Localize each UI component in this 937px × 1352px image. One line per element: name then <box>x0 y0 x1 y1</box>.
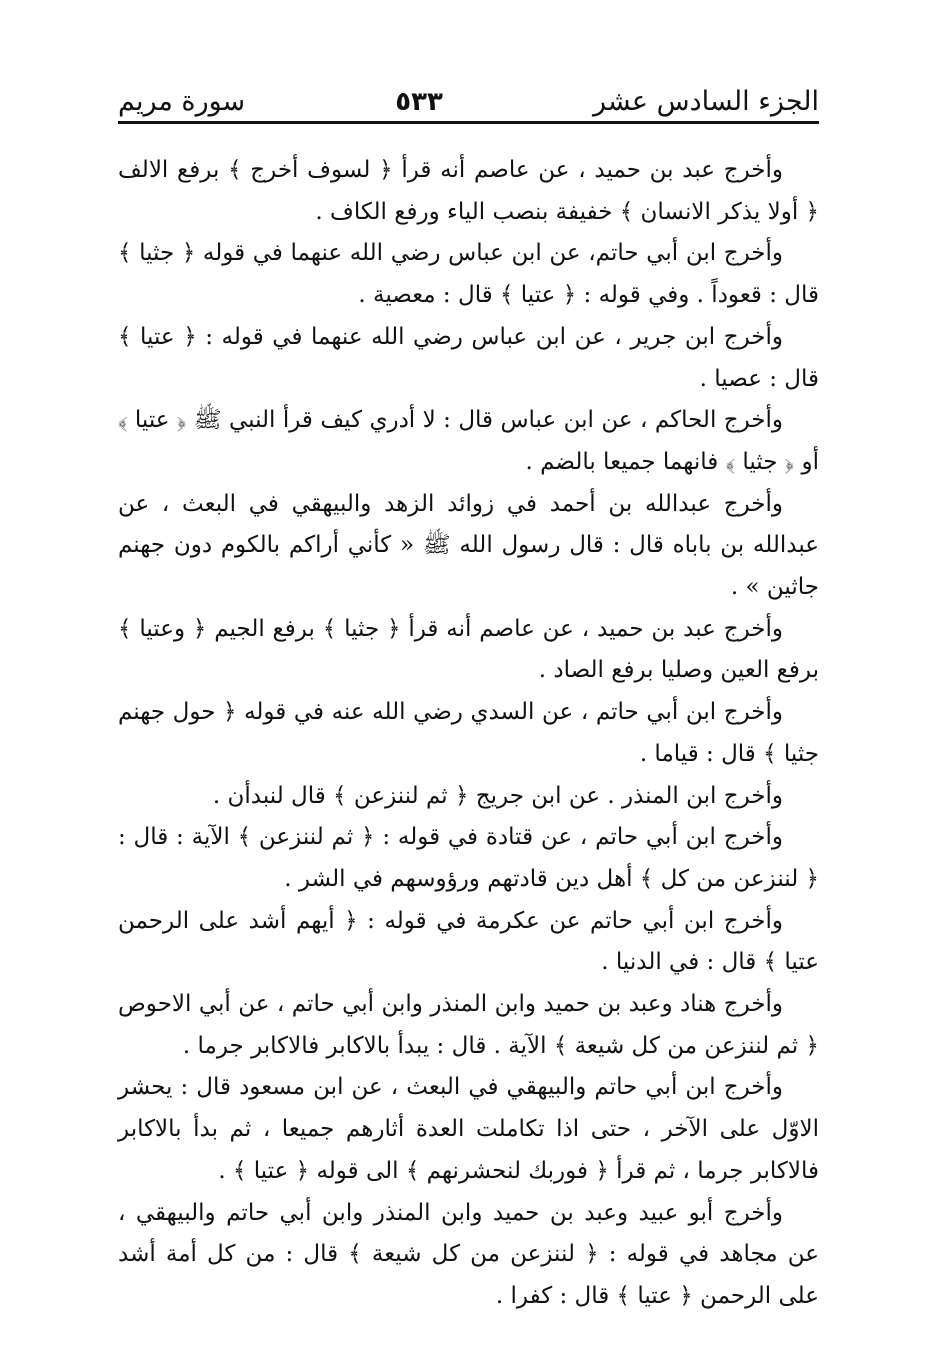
paragraph: وأخرج ابن جرير ، عن ابن عباس رضي الله عنهما في قوله : ﴿ عتيا ﴾ قال : عصيا . <box>118 323 819 392</box>
paragraph: وأخرج ابن أبي حاتم، عن ابن عباس رضي الله عنهما في قوله ﴿ جثيا ﴾ قال : قعوداً . وفي قوله : ﴿ عتيا ﴾ قال : معصية . <box>118 240 819 309</box>
paragraph: وأخرج عبدالله بن أحمد في زوائد الزهد والبيهقي في البعث ، عن عبدالله بن باباه قال : قال رسول الله ﷺ « كأني أراكم بالكوم دون جهنم جاثين » . <box>118 490 819 601</box>
paragraph: وأخرج هناد وعبد بن حميد وابن المنذر وابن أبي حاتم ، عن أبي الاحوص ﴿ ثم لننزعن من كل شيعة ﴾ الآية . قال : يبدأ بالاكابر فالاكابر جرما . <box>118 991 819 1059</box>
paragraph: وأخرج ابن أبي حاتم والبيهقي في البعث ، عن ابن مسعود قال : يحشر الاوّل على الآخر ، حتى اذا تكاملت العدة أثارهم جميعا ، ثم بدأ بالاكابر فالاكابر جرما ، ثم قرأ ﴿ فوربك لنحشرنهم ﴾ الى قوله ﴿ عتيا ﴾ . <box>118 1074 819 1184</box>
paragraph: وأخرج ابن أبي حاتم ، عن السدي رضي الله عنه في قوله ﴿ حول جهنم جثيا ﴾ قال : قياما . <box>118 699 819 767</box>
page-header <box>118 74 819 124</box>
paragraph: وأخرج أبو عبيد وعبد بن حميد وابن المنذر وابن أبي حاتم والبيهقي ، عن مجاهد في قوله : ﴿ لننزعن من كل شيعة ﴾ قال : من كل أمة أشد على الرحمن ﴿ عتيا ﴾ قال : كفرا . <box>118 1199 819 1309</box>
paragraph: وأخرج الحاكم ، عن ابن عباس قال : لا أدري كيف قرأ النبي ﷺ ﴿ عتيا ﴾ أو ﴿ جثيا ﴾ فانهما جميعا بالضم . <box>118 407 819 475</box>
paragraph: وأخرج عبد بن حميد ، عن عاصم أنه قرأ ﴿ جثيا ﴾ برفع الجيم ﴿ وعتيا ﴾ برفع العين وصليا برفع الصاد . <box>118 615 819 684</box>
page-body <box>118 150 819 1318</box>
paragraph: وأخرج ابن المنذر . عن ابن جريج ﴿ ثم لننزعن ﴾ قال لنبدأن . <box>212 782 783 809</box>
surah-title: سورة مريم <box>118 86 246 117</box>
part-title: الجزء السادس عشر <box>592 86 819 117</box>
paragraph: وأخرج ابن أبي حاتم ، عن قتادة في قوله : ﴿ ثم لننزعن ﴾ الآية : قال : ﴿ لننزعن من كل ﴾ أهل دين قادتهم ورؤوسهم في الشر . <box>118 824 819 892</box>
paragraph: وأخرج عبد بن حميد ، عن عاصم أنه قرأ ﴿ لسوف أخرج ﴾ برفع الالف ﴿ أولا يذكر الانسان ﴾ خفيفة بنصب الياء ورفع الكاف . <box>118 157 819 225</box>
page-number: ٥٣٣ <box>395 87 443 117</box>
paragraph: وأخرج ابن أبي حاتم عن عكرمة في قوله : ﴿ أيهم أشد على الرحمن عتيا ﴾ قال : في الدنيا . <box>118 907 819 976</box>
